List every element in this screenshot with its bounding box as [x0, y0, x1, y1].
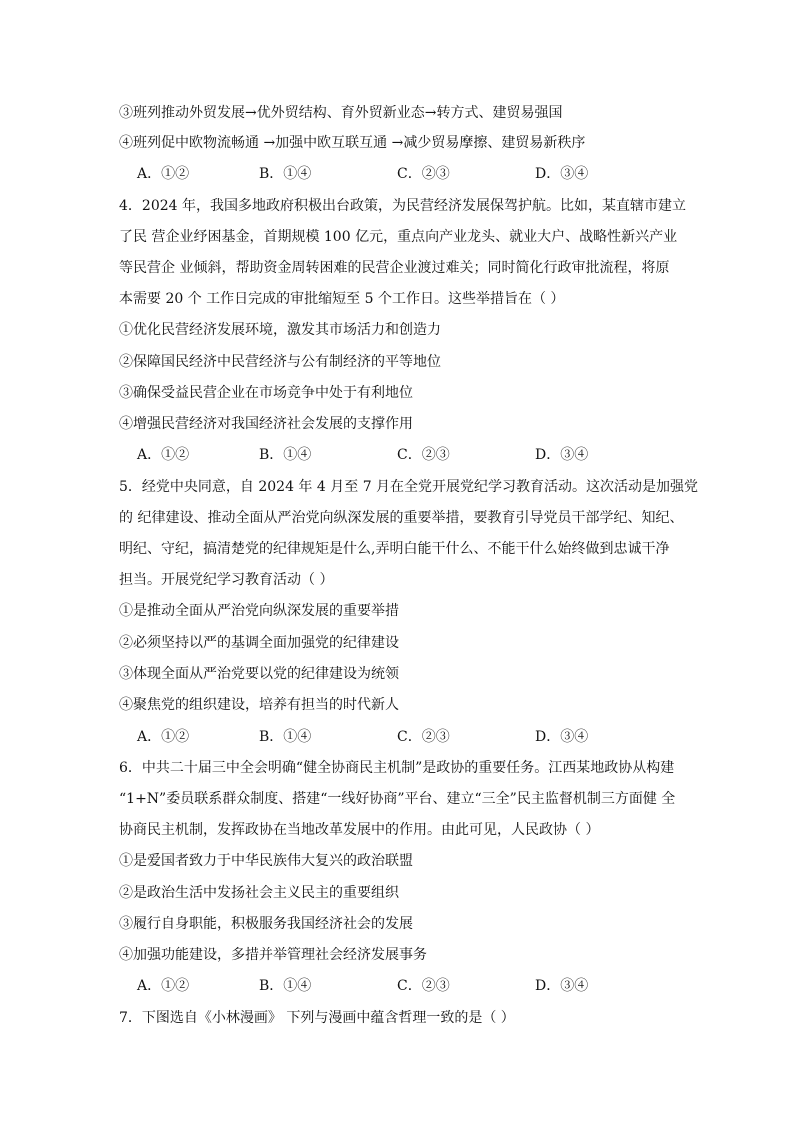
q4-option-b: B．①④ [259, 447, 312, 463]
q4-stem-line-2: 了民 营企业纾困基金，首期规模 100 亿元，重点向产业龙头、就业大户、战略性新兴产业 [119, 229, 678, 245]
q5-option-d: D．③④ [535, 729, 589, 745]
q3-option-a: A．①② [137, 166, 190, 182]
q5-stem-line-3: 明纪、守纪，搞清楚党的纪律规矩是什么,弄明白能干什么、不能干什么始终做到忠诚干净 [119, 541, 670, 557]
q5-option-b: B．①④ [259, 729, 312, 745]
q3-options [137, 166, 677, 182]
q4-item-1: ①优化民营经济发展环境，激发其市场活力和创造力 [119, 322, 441, 338]
q5-option-a: A．①② [137, 729, 190, 745]
q3-option-d: D．③④ [535, 166, 589, 182]
q4-item-3: ③确保受益民营企业在市场竞争中处于有利地位 [119, 385, 413, 401]
q5-item-4: ④聚焦党的组织建设，培养有担当的时代新人 [119, 697, 399, 713]
q6-option-c: C．②③ [397, 978, 450, 994]
q6-item-3: ③履行自身职能，积极服务我国经济社会的发展 [119, 916, 413, 932]
q5-stem-line-2: 的 纪律建设、推动全面从严治党向纵深发展的重要举措，要教育引导党员干部学纪、知纪、 [119, 510, 684, 526]
q6-stem-line-3: 协商民主机制，发挥政协在当地改革发展中的作用。由此可见，人民政协（ ） [119, 822, 600, 838]
q6-stem-line-2: “1+N”委员联系群众制度、搭建“一线好协商”平台、建立“三全”民主监督机制三方面健 全 [119, 791, 676, 807]
q4-option-a: A．①② [137, 447, 190, 463]
q5-options [137, 729, 677, 745]
q6-stem-line-1: 6．中共二十届三中全会明确“健全协商民主机制”是政协的重要任务。江西某地政协从构建 [119, 760, 675, 776]
q4-option-c: C．②③ [397, 447, 450, 463]
q6-option-b: B．①④ [259, 978, 312, 994]
q4-stem-line-4: 本需要 20 个 工作日完成的审批缩短至 5 个工作日。这些举措旨在（ ） [119, 291, 565, 307]
q4-item-2: ②保障国民经济中民营经济与公有制经济的平等地位 [119, 354, 441, 370]
q5-item-3: ③体现全面从严治党要以党的纪律建设为统领 [119, 666, 399, 682]
q6-option-d: D．③④ [535, 978, 589, 994]
q4-item-4: ④增强民营经济对我国经济社会发展的支撑作用 [119, 416, 413, 432]
q4-option-d: D．③④ [535, 447, 589, 463]
q5-item-1: ①是推动全面从严治党向纵深发展的重要举措 [119, 603, 399, 619]
q6-item-1: ①是爱国者致力于中华民族伟大复兴的政治联盟 [119, 853, 413, 869]
q4-stem-line-3: 等民营企 业倾斜，帮助资金周转困难的民营企业渡过难关；同时简化行政审批流程，将原 [119, 260, 670, 276]
q6-options [137, 978, 677, 994]
q6-item-4: ④加强功能建设，多措并举管理社会经济发展事务 [119, 947, 427, 963]
q7-stem-line-1: 7．下图选自《小林漫画》 下列与漫画中蕴含哲理一致的是（ ） [119, 1010, 515, 1026]
q3-item-3: ③班列推动外贸发展→优外贸结构、育外贸新业态→转方式、建贸易强国 [119, 105, 563, 121]
q5-stem-line-4: 担当。开展党纪学习教育活动（ ） [119, 572, 334, 588]
q4-options [137, 447, 677, 463]
q3-option-c: C．②③ [397, 166, 450, 182]
q3-item-4: ④班列促中欧物流畅通 →加强中欧互联互通 →减少贸易摩擦、建贸易新秩序 [119, 135, 586, 151]
q6-option-a: A．①② [137, 978, 190, 994]
q5-stem-line-1: 5．经党中央同意，自 2024 年 4 月至 7 月在全党开展党纪学习教育活动。这次活动是加强党 [119, 479, 699, 495]
q4-stem-line-1: 4．2024 年，我国多地政府积极出台政策，为民营经济发展保驾护航。比如，某直辖市建立 [119, 198, 686, 214]
q3-option-b: B．①④ [259, 166, 312, 182]
q5-option-c: C．②③ [397, 729, 450, 745]
q5-item-2: ②必须坚持以严的基调全面加强党的纪律建设 [119, 635, 399, 651]
q6-item-2: ②是政治生活中发扬社会主义民主的重要组织 [119, 885, 399, 901]
